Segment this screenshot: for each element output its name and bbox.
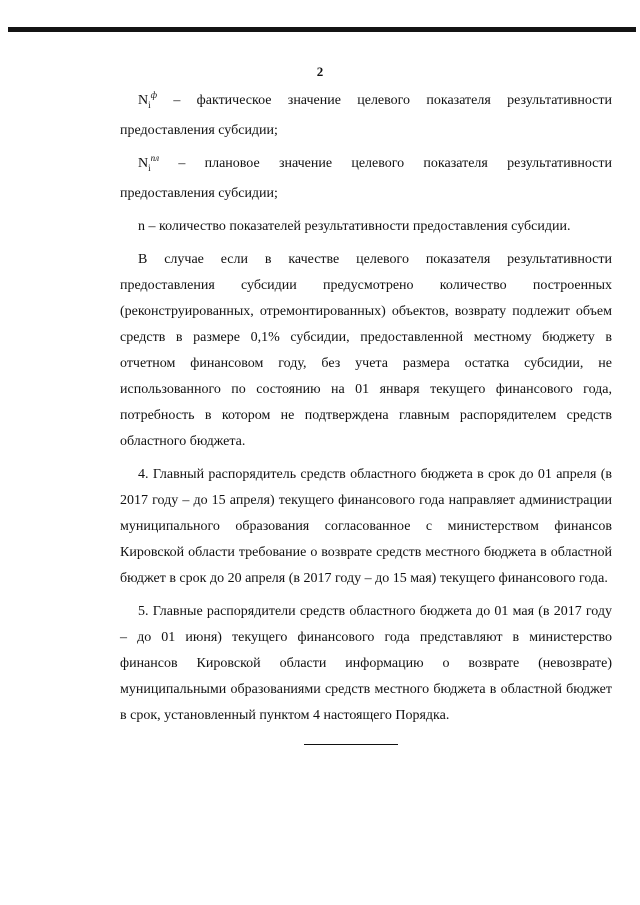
closing-line <box>304 744 398 745</box>
document-body <box>120 88 612 736</box>
paragraph-item-4: 4. Главный распорядитель средств областного бюджета в срок до 01 апреля (в 2017 году – до 15 апреля) текущего финансового года направляет администрации муниципального образования согласованное с министерством финансов Кировской области требование о возврате средств местного бюджета в областной бюджет в срок до 20 апреля (в 2017 году – до 15 мая) текущего финансового года. <box>120 466 612 586</box>
definition-actual-value <box>120 88 612 144</box>
definition-indicator-count: n – количество показателей результативности предоставления субсидии. <box>138 218 571 234</box>
symbol-n-planned: $N_i^{пл}$ <box>138 152 160 173</box>
symbol-n-actual: $N_i^ф$ <box>138 90 158 110</box>
definition-planned-value <box>120 151 612 207</box>
top-border-line <box>8 27 636 32</box>
definition-actual-text: – фактическое значение целевого показателя результативности предоставления субсидии; <box>120 93 612 138</box>
page-number: 2 <box>316 64 324 79</box>
definition-planned-text: – плановое значение целевого показателя результативности предоставления субсидии; <box>120 155 612 201</box>
paragraph-construction-case: В случае если в качестве целевого показателя результативности предоставления субсидии предусмотрено количество построенных (реконструированных, отремонтированных) объектов, возврату подлежит объем средств в размере 0,1% субсидии, предоставленной местному бюджету в отчетном финансовом году, без учета размера остатка субсидии, не использованного по состоянию на 01 января текущего финансового года, потребность в котором не подтверждена главным распорядителем средств областного бюджета. <box>120 251 612 449</box>
paragraph-item-5: 5. Главные распорядители средств областного бюджета до 01 мая (в 2017 году – до 01 июня) текущего финансового года представляют в министерство финансов Кировской области информацию о возврате (невозврате) муниципальными образованиями средств местного бюджета в областной бюджет в срок, установленный пунктом 4 настоящего Порядка. <box>120 603 612 723</box>
